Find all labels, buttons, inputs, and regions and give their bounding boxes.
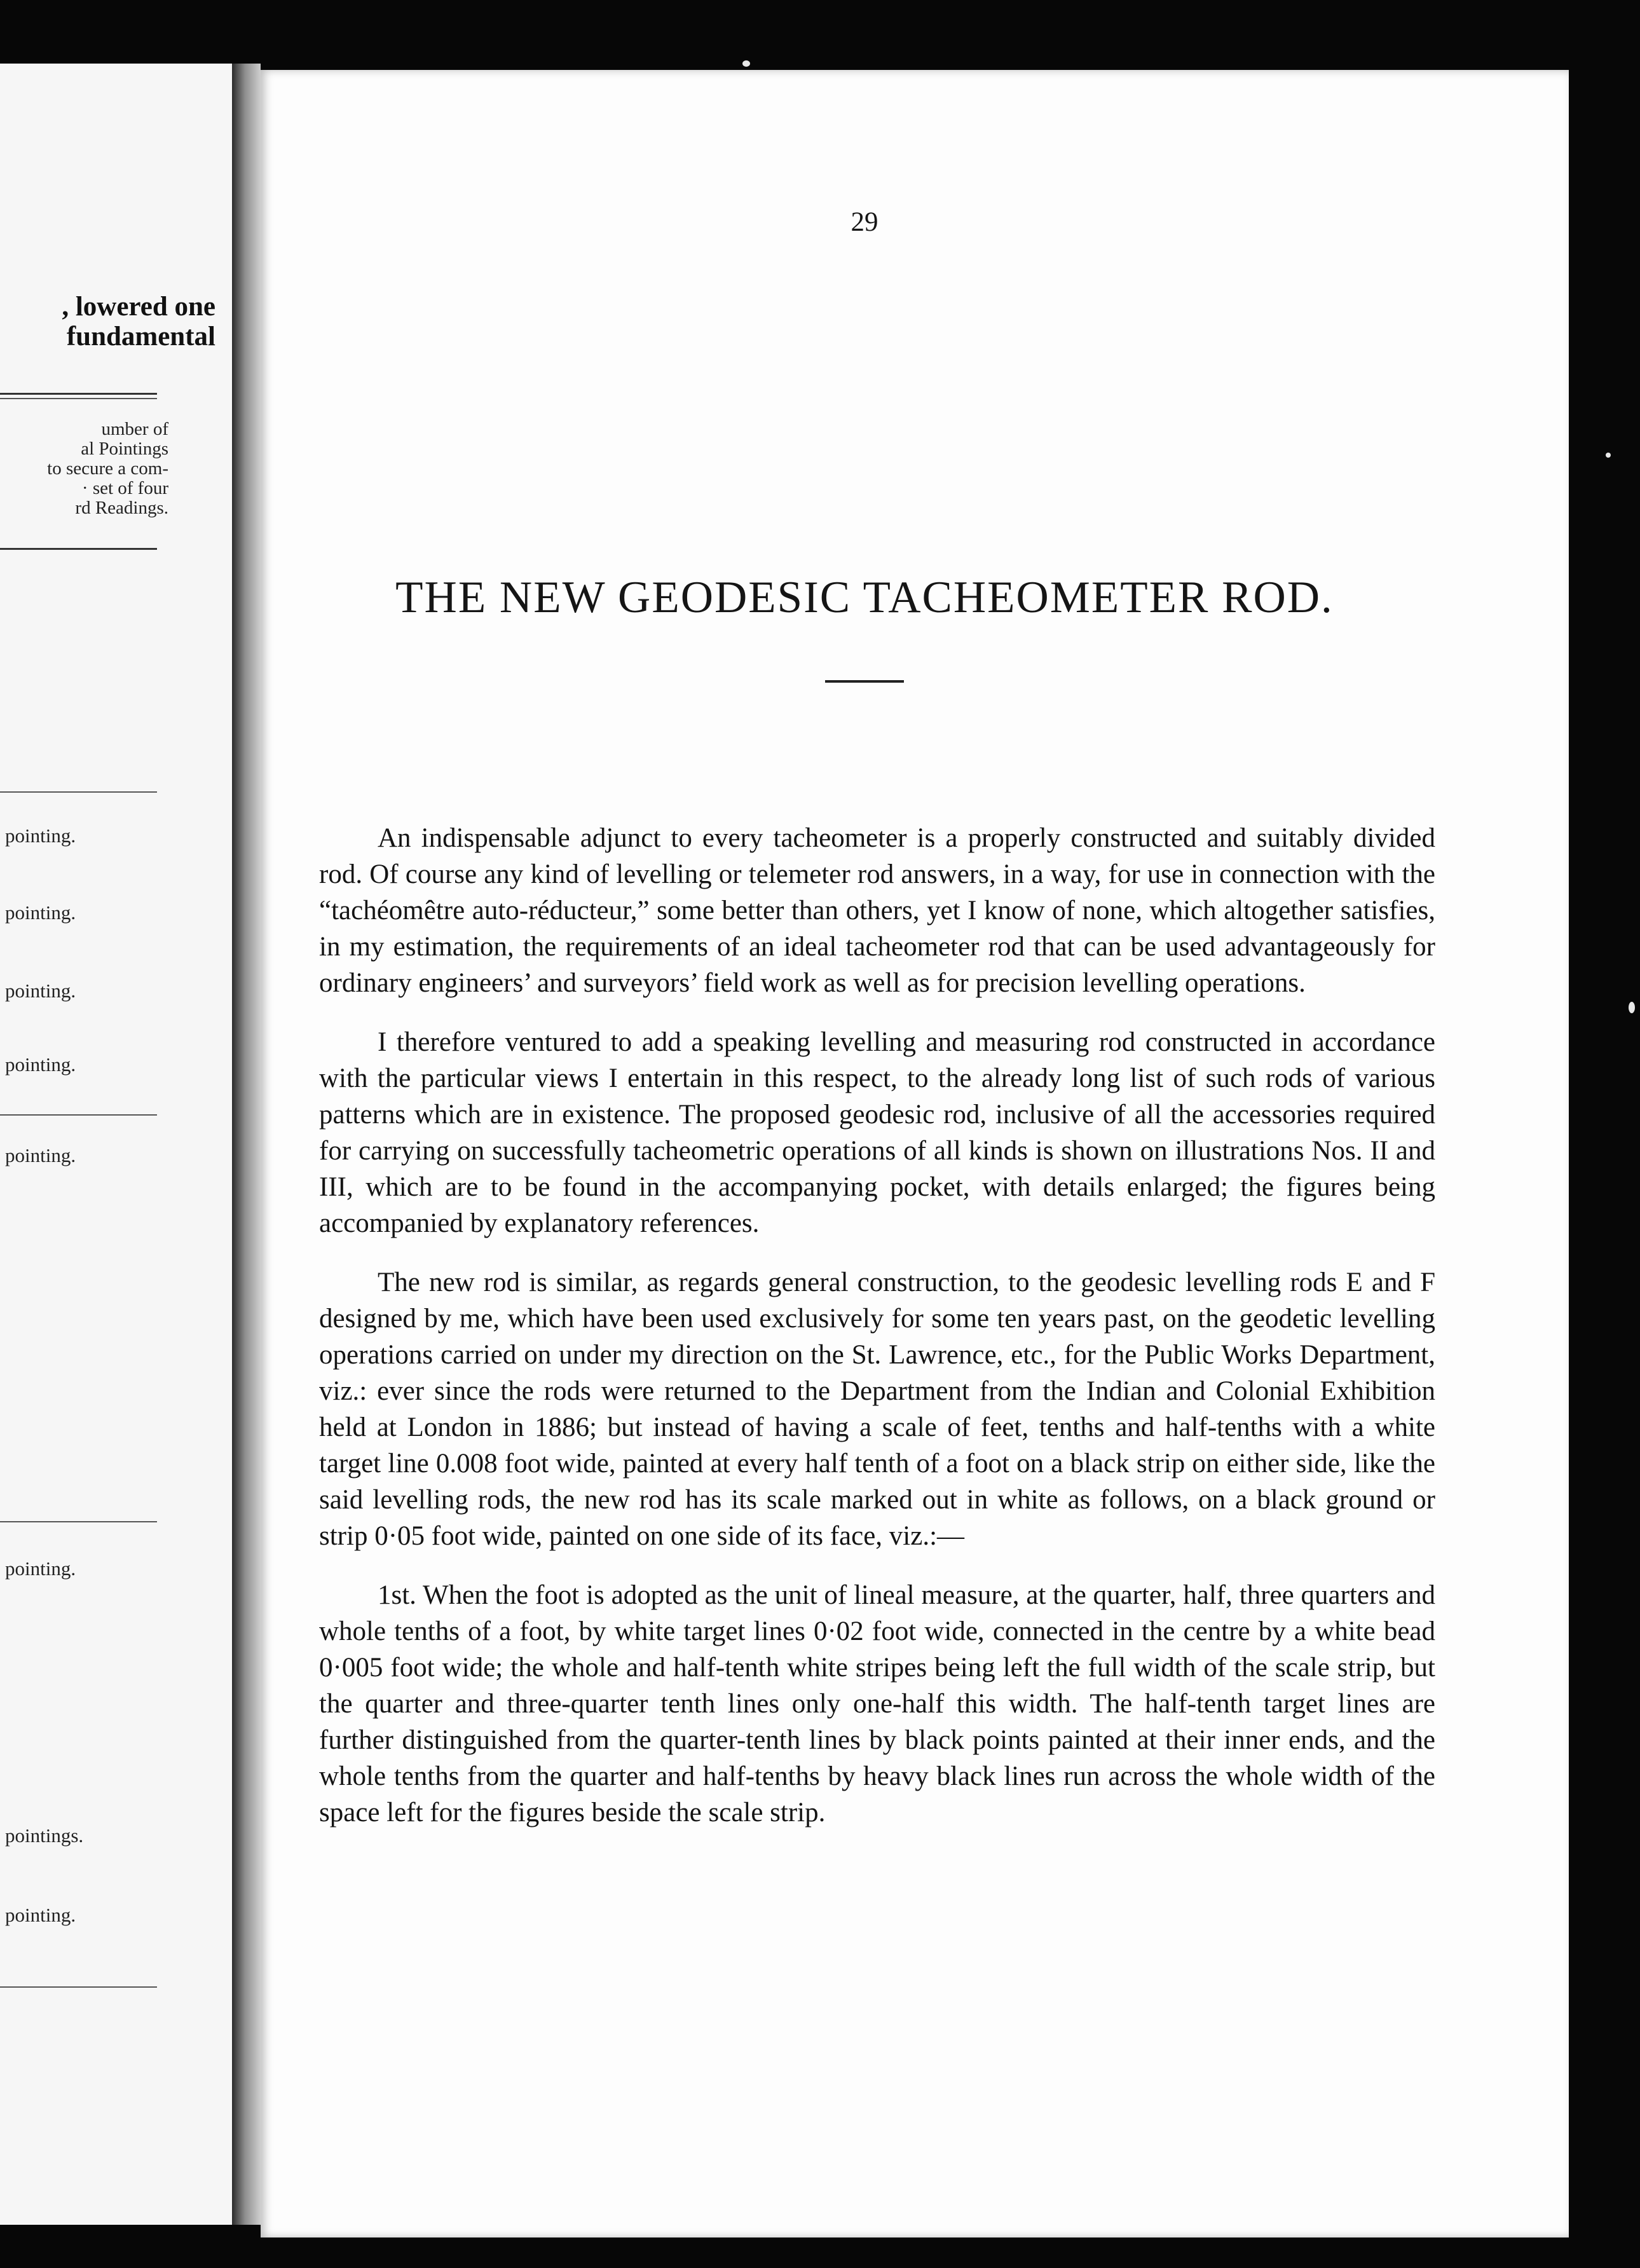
left-pointing-text: pointing.: [5, 1053, 76, 1076]
left-column-header: umber of al Pointings to secure a com- · set of four rd Readings.: [47, 419, 168, 518]
left-table-rule: [0, 1521, 157, 1522]
left-table-rule: [0, 1114, 157, 1116]
main-page: [261, 70, 1569, 2237]
left-facing-page: [0, 64, 232, 2225]
paragraph: An indispensable adjunct to every tacheometer is a properly constructed and suitably divided rod. Of course any kind of levelling or telemeter rod answers, in a way, for use in connection with the “tachéomêtre auto-réducteur,” some better than others, yet I know of none, which altogether satisfies, in my estimation, the requirements of an ideal tacheometer rod that can be used advantageously for ordinary engineers’ and surveyors’ field work as well as for precision levelling operations.: [319, 823, 1435, 998]
left-table-rule: [0, 393, 157, 395]
left-heading-line-2: fundamental: [66, 322, 215, 352]
title-rule: [825, 680, 904, 683]
body-text: [319, 820, 1435, 1854]
page-title: THE NEW GEODESIC TACHEOMETER ROD.: [395, 573, 1334, 622]
left-heading-line-1: , lowered one: [62, 292, 215, 322]
scan-speck: [1606, 453, 1611, 458]
left-pointing-text: pointings.: [5, 1824, 84, 1847]
paragraph: 1st. When the foot is adopted as the unit of lineal measure, at the quarter, half, three quarters and whole tenths of a foot, by white target lines 0·02 foot wide, connected in the centre by a white bead 0·005 foot wide; the whole and half-tenth white stripes being left the full width of the scale strip, but the quarter and three-quarter tenth lines only one-half this width. The half-tenth target lines are further distinguished from the quarter-tenth lines by black points painted at their inner ends, and the whole tenths from the quarter and half-tenths by heavy black lines run across the whole width of the space left for the figures beside the scale strip.: [319, 1580, 1435, 1827]
scan-speck: [742, 60, 750, 67]
page-number: 29: [851, 207, 878, 237]
left-table-rule: [0, 398, 157, 399]
left-pointing-text: pointing.: [5, 980, 76, 1002]
left-table-rule: [0, 791, 157, 793]
left-pointing-text: pointing.: [5, 824, 76, 847]
left-pointing-text: pointing.: [5, 1904, 76, 1926]
left-pointing-text: pointing.: [5, 1144, 76, 1166]
book-spine: [232, 64, 261, 2225]
left-table-rule: [0, 548, 157, 550]
left-pointing-text: pointing.: [5, 1557, 76, 1580]
scan-speck: [1629, 1002, 1635, 1013]
paragraph: The new rod is similar, as regards general construction, to the geodesic levelling rods E and F designed by me, which have been used exclusively for some ten years past, on the geodetic levelling operations carried on under my direction on the St. Lawrence, etc., for the Public Works Department, viz.: ever since the rods were returned to the Department from the Indian and Colonial Exhibition held at London in 1886; but instead of having a scale of feet, tenths and half-tenths with a white target line 0.008 foot wide, painted at every half tenth of a foot on a black strip on either side, like the said levelling rods, the new rod has its scale marked out in white as follows, on a black ground or strip 0·05 foot wide, painted on one side of its face, viz.:—: [319, 1267, 1435, 1551]
paragraph: I therefore ventured to add a speaking levelling and measuring rod constructed in accordance with the particular views I entertain in this respect, to the already long list of such rods of various patterns which are in existence. The proposed geodesic rod, inclusive of all the accessories required for carrying on successfully tacheometric operations of all kinds is shown on illustrations Nos. II and III, which are to be found in the accompanying pocket, with details enlarged; the figures being accompanied by explanatory references.: [319, 1027, 1435, 1238]
left-table-rule: [0, 1986, 157, 1988]
left-pointing-text: pointing.: [5, 901, 76, 924]
